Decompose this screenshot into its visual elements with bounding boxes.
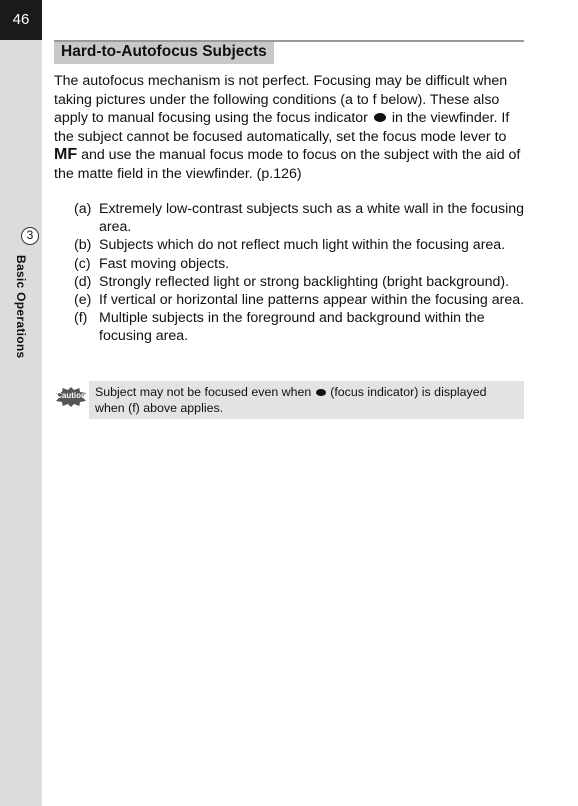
list-item-text: Multiple subjects in the foreground and background within the focusing area. — [99, 310, 485, 345]
page-number: 46 — [0, 0, 42, 40]
list-item-text: If vertical or horizontal line patterns appear within the focusing area. — [99, 292, 525, 309]
chapter-title — [14, 255, 38, 365]
list-item — [74, 236, 534, 254]
caution-part2: (focus indicator) is displayed when (f) above applies. — [95, 385, 487, 415]
chapter-title-text: Basic Operations — [14, 255, 28, 359]
list-item-mark: (a) — [74, 201, 92, 217]
caution-icon-label: Caution — [56, 391, 86, 400]
list-item-text: Fast moving objects. — [99, 255, 230, 272]
intro-paragraph — [54, 72, 526, 183]
list-item — [74, 255, 534, 273]
caution-icon — [56, 387, 86, 407]
chapter-number-badge: 3 — [21, 227, 39, 245]
list-item-mark: (e) — [74, 292, 92, 309]
mf-label: MF — [54, 146, 78, 163]
list-item-text: Extremely low-contrast subjects such as a white wall in the focusing area. — [99, 201, 525, 236]
intro-part3: and use the manual focus mode to focus on the subject with the aid of the matte field in the viewfinder. (p.126) — [54, 147, 521, 182]
intro-part2: in the viewfinder. If the subject cannot be focused automatically, set the focus mode lever to — [54, 110, 510, 145]
caution-part1: Subject may not be focused even when — [95, 385, 312, 399]
list-item — [74, 309, 534, 345]
list-item-text: Subjects which do not reflect much light within the focusing area. — [99, 237, 506, 254]
list-item-mark: (b) — [74, 237, 92, 254]
list-item-mark: (f) — [74, 310, 88, 327]
list-item — [74, 273, 534, 291]
focus-indicator-icon — [316, 389, 326, 396]
list-item-mark: (d) — [74, 273, 92, 290]
focus-indicator-icon — [374, 113, 386, 122]
list-item-text: Strongly reflected light or strong backlighting (bright background). — [99, 273, 510, 290]
list-item — [74, 200, 534, 236]
caution-note — [89, 381, 524, 419]
conditions-list — [74, 200, 534, 346]
side-strip — [0, 0, 42, 806]
list-item — [74, 291, 534, 309]
section-title: Hard-to-Autofocus Subjects — [54, 42, 274, 64]
intro-part1: The autofocus mechanism is not perfect. Focusing may be difficult when taking pictures under the following conditions (a to f below). These also apply to manual focusing using the focus indicator — [54, 73, 508, 126]
list-item-mark: (c) — [74, 255, 91, 272]
